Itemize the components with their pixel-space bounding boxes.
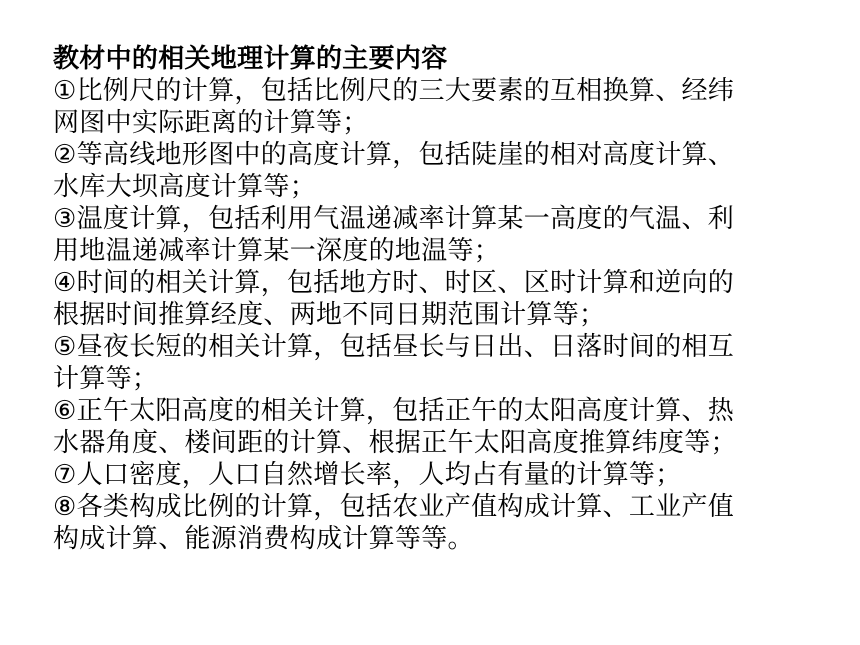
list-item-line: 水库大坝高度计算等； xyxy=(53,172,317,202)
list-item-line: ⑦人口密度，人口自然增长率，人均占有量的计算等； xyxy=(53,460,682,490)
list-item xyxy=(53,75,813,139)
list-item-line: ④时间的相关计算，包括地方时、时区、区时计算和逆向的 xyxy=(53,268,735,298)
page-title: 教材中的相关地理计算的主要内容 xyxy=(53,44,448,74)
list-item xyxy=(53,459,813,491)
list-item xyxy=(53,139,813,203)
list-item-line: 网图中实际距离的计算等； xyxy=(53,108,369,138)
list-item-line: ②等高线地形图中的高度计算，包括陡崖的相对高度计算、 xyxy=(53,140,735,170)
list-item-line: ③温度计算，包括利用气温递减率计算某一高度的气温、利 xyxy=(53,204,735,234)
list-item-line: 用地温递减率计算某一深度的地温等； xyxy=(53,236,501,266)
list-item xyxy=(53,395,813,459)
list-item-line: ⑥正午太阳高度的相关计算，包括正午的太阳高度计算、热 xyxy=(53,396,735,426)
list-item xyxy=(53,491,813,555)
list-item xyxy=(53,203,813,267)
list-item-line: 计算等； xyxy=(53,364,159,394)
list-item xyxy=(53,267,813,331)
list-item-line: 根据时间推算经度、两地不同日期范围计算等； xyxy=(53,300,606,330)
list-item-line: 水器角度、楼间距的计算、根据正午太阳高度推算纬度等； xyxy=(53,428,737,458)
list-item-line: 构成计算、能源消费构成计算等等。 xyxy=(53,524,474,554)
list-item xyxy=(53,331,813,395)
content-block xyxy=(53,43,813,555)
list-item-line: ①比例尺的计算，包括比例尺的三大要素的互相换算、经纬 xyxy=(53,76,735,106)
list-item-line: ⑧各类构成比例的计算，包括农业产值构成计算、工业产值 xyxy=(53,492,735,522)
list-item-line: ⑤昼夜长短的相关计算，包括昼长与日出、日落时间的相互 xyxy=(53,332,735,362)
